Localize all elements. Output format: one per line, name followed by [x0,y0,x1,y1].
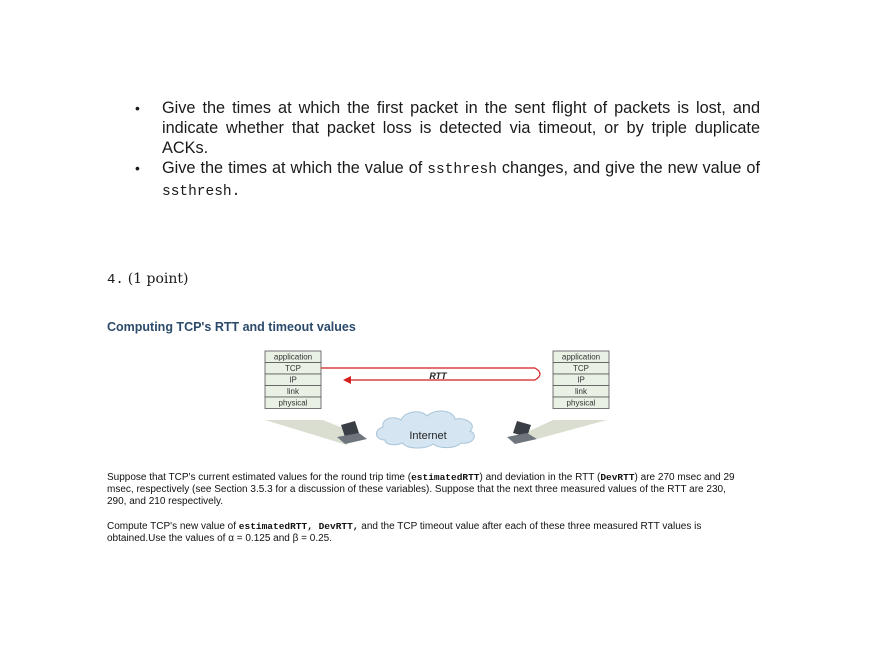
section-title: Computing TCP's RTT and timeout values [107,320,356,334]
bullet-period: . [231,184,241,200]
left-beam [265,420,355,445]
bullet-text: changes, and give the new value of [496,159,760,177]
cloud-label: Internet [409,430,447,442]
question-number: 4. [107,272,124,288]
problem-paragraph [107,472,747,508]
left-stack-label-3: link [286,387,300,396]
para-text: ) are 270 msec and 29 msec, respectively (see Section 3.5.3 for a discussion of these variables). Suppose that the next three measured values of the RTT are 230, 290, and 210 respectively. [107,472,735,507]
left-protocol-stack [265,351,321,409]
question-header [107,270,189,288]
right-stack-label-0: application [561,352,601,362]
code-ssthresh: ssthresh [162,184,232,200]
left-stack-label-4: physical [278,398,308,408]
bullet-item-loss [135,98,760,158]
para-text: Compute TCP's new value of [107,521,239,532]
rtt-arrow-turn [535,368,540,380]
rtt-label: RTT [429,371,447,381]
task-paragraph [107,521,747,545]
right-protocol-stack [553,351,609,409]
left-stack-label-1: TCP [285,364,301,373]
code-ssthresh: ssthresh [427,162,497,178]
left-stack-label-0: application [273,352,313,362]
right-stack-label-3: link [574,387,588,396]
code-devrtt: DevRTT [600,472,635,483]
code-variables: estimatedRTT, DevRTT, [238,521,359,532]
bullet-dot-icon: • [135,100,140,116]
para-text: Suppose that TCP's current estimated values for the round trip time ( [107,472,412,483]
right-beam [525,420,607,439]
right-stack-label-4: physical [566,398,596,408]
bullet-item-ssthresh [135,158,760,202]
para-text: ) and deviation in the RTT ( [479,472,601,483]
para-text: and the TCP timeout value after each of these three measured RTT values is obtained.Use the values of α = 0.125 and β = 0.25. [107,521,702,544]
bullet-dot-icon: • [135,160,140,176]
bullet-text: Give the times at which the value of [162,159,428,177]
code-estimatedrtt: estimatedRTT [411,472,480,483]
bullet-text: Give the times at which the first packet in the sent flight of packets is lost, and indicate whether that packet loss is detected via timeout, or by triple duplicate ACKs. [162,99,760,157]
right-stack-label-2: IP [577,375,585,385]
question-points: (1 point) [127,271,189,287]
right-stack-label-1: TCP [573,364,589,373]
bullet-list [135,98,760,202]
left-stack-label-2: IP [289,375,297,385]
rtt-diagram [255,345,615,455]
